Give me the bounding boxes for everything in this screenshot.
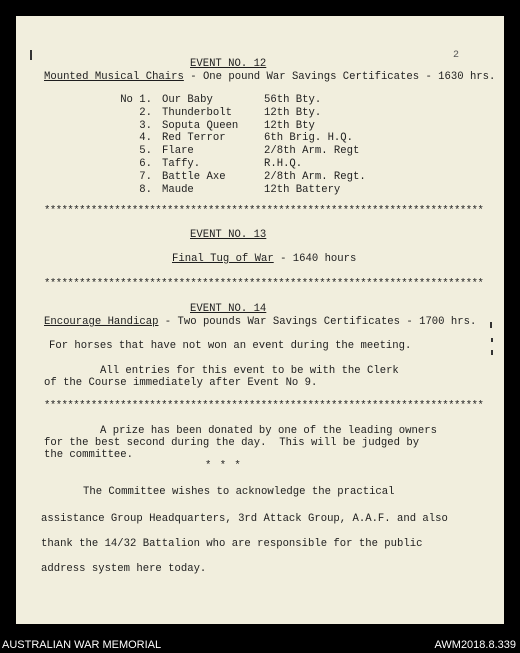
caption-bar bbox=[0, 638, 520, 653]
event-12-description bbox=[44, 71, 495, 84]
event-14-heading: EVENT NO. 14 bbox=[190, 303, 267, 315]
asterisk-divider: * * * bbox=[205, 460, 242, 472]
event-12-title: Mounted Musical Chairs bbox=[44, 71, 184, 83]
entries-note-line-2: of the Course immediately after Event No 9. bbox=[44, 377, 318, 389]
separator-line: *************************************************************************** bbox=[44, 400, 484, 412]
prize-line-3: the committee. bbox=[44, 449, 134, 461]
document-page: 2 EVENT NO. 12 Mounted Musical Chairs - One pound War Savings Certificates - 1630 hrs. No 1. Our Baby 56th Bty. 2. Thunderbolt 12th Bty. 3. Soputa Queen 12th Bty 4. Red Terror 6th Brig. H.Q. 5. Flare 2/8th Arm. Regt 6. Taffy. R.H.Q. 7. Battle Axe 2/8th Arm. Regt. 8. Maude 12th Battery *************************************************************************** EVENT NO. 13 Final Tug of War - 1640 hours *************************************************************************** EVENT NO. 14 Encourage Handicap - Two pounds War Savings Certificates - 1700 hrs. For horses that have not won an event during the meeting. All entries for this event to be with the Clerk of the Course immediately after Event No 9. *************************************************************************** A prize has been donated by one of the leading owners for the best second during the day. This will be judged by the committee. * * * The Committee wishes to acknowledge the practical assistance Group Headquarters, 3rd Attack Group, A.A.F. and also thank the 14/32 Battalion who are responsible for the public address system here today. bbox=[16, 16, 504, 624]
margin-mark bbox=[30, 50, 32, 60]
event-12-detail: - One pound War Savings Certificates - 1630 hrs. bbox=[183, 71, 496, 83]
institution-label: AUSTRALIAN WAR MEMORIAL bbox=[2, 639, 162, 651]
prize-line-2: for the best second during the day. This will be judged by bbox=[44, 437, 420, 449]
event-13-description bbox=[172, 253, 356, 266]
acknowledgement-line-1: The Committee wishes to acknowledge the practical bbox=[83, 486, 395, 498]
acknowledgement-line-3: thank the 14/32 Battalion who are responsible for the public bbox=[41, 538, 423, 550]
event-12-heading: EVENT NO. 12 bbox=[190, 58, 267, 70]
event-13-title: Final Tug of War bbox=[172, 253, 274, 265]
entries-note-line-1: All entries for this event to be with the Clerk bbox=[100, 365, 399, 377]
margin-mark bbox=[491, 350, 493, 355]
margin-mark bbox=[491, 338, 493, 342]
event-14-detail: - Two pounds War Savings Certificates - 1700 hrs. bbox=[158, 316, 477, 328]
separator-line: *************************************************************************** bbox=[44, 278, 484, 290]
accession-number: AWM2018.8.339 bbox=[434, 639, 516, 651]
acknowledgement-line-4: address system here today. bbox=[41, 563, 207, 575]
event-14-condition: For horses that have not won an event during the meeting. bbox=[49, 340, 412, 352]
event-14-title: Encourage Handicap bbox=[44, 316, 159, 328]
margin-mark bbox=[490, 322, 492, 328]
separator-line: *************************************************************************** bbox=[44, 205, 484, 217]
prize-line-1: A prize has been donated by one of the leading owners bbox=[100, 425, 437, 437]
page-number: 2 bbox=[453, 50, 460, 61]
event-14-description bbox=[44, 316, 476, 329]
event-13-heading: EVENT NO. 13 bbox=[190, 229, 267, 241]
acknowledgement-line-2: assistance Group Headquarters, 3rd Attack Group, A.A.F. and also bbox=[41, 513, 448, 525]
event-13-detail: - 1640 hours bbox=[273, 253, 357, 265]
